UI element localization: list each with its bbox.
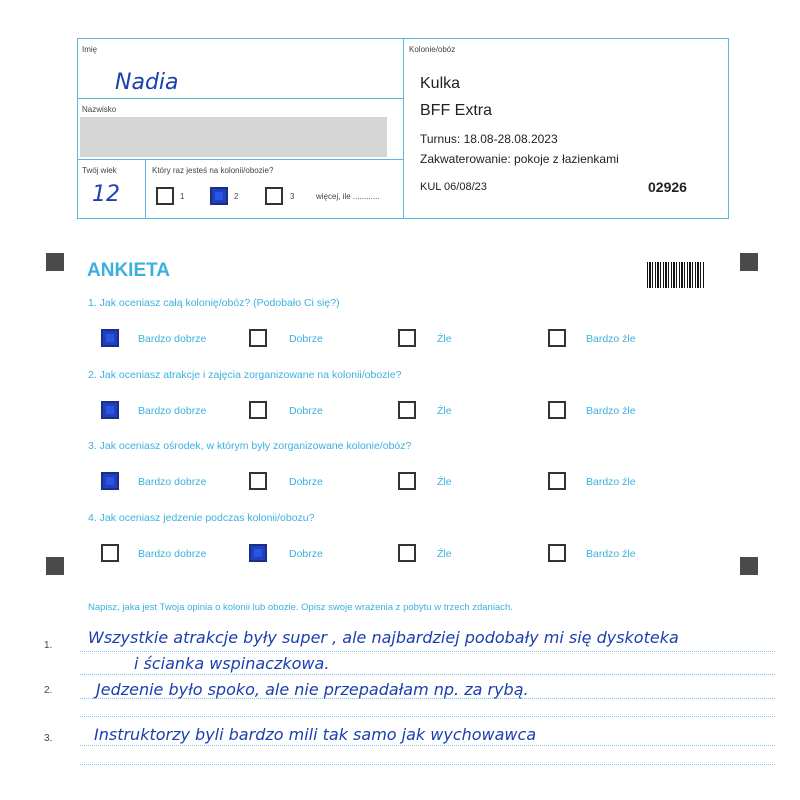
answer-line	[80, 764, 775, 765]
name-label: Imię	[82, 45, 98, 54]
answer-line	[80, 745, 775, 746]
q1-option-label: Dobrze	[289, 333, 323, 345]
surname-label: Nazwisko	[82, 105, 117, 114]
q1-option-label: Bardzo dobrze	[138, 333, 207, 345]
registration-mark	[46, 557, 64, 575]
q1-option-label: Bardzo źle	[586, 333, 636, 345]
q3-option-bardzo-dobrze-checkbox[interactable]	[101, 472, 119, 490]
survey-title: ANKIETA	[87, 260, 171, 281]
answer-1-line-a[interactable]: Wszystkie atrakcje były super , ale najbardziej podobały mi się dyskoteka	[88, 628, 679, 647]
q3-option-bardzo-zle-checkbox[interactable]	[548, 472, 566, 490]
answer-1-line-b[interactable]: i ścianka wspinaczkowa.	[134, 654, 330, 673]
times-checkbox-3[interactable]	[265, 187, 283, 205]
q3-option-label: Dobrze	[289, 476, 323, 488]
q1-option-zle-checkbox[interactable]	[398, 329, 416, 347]
q4-option-label: Bardzo źle	[586, 548, 636, 560]
q2-option-bardzo-dobrze-checkbox[interactable]	[101, 401, 119, 419]
q2-option-zle-checkbox[interactable]	[398, 401, 416, 419]
answer-line	[80, 674, 775, 675]
q3-option-dobrze-checkbox[interactable]	[249, 472, 267, 490]
camp-name: Kulka	[420, 75, 461, 92]
question-3: 3. Jak oceniasz ośrodek, w którym były zorganizowane kolonie/obóz?	[88, 440, 412, 452]
times-option-1: 1	[180, 192, 185, 201]
form-number: 02926	[648, 179, 687, 195]
question-1: 1. Jak oceniasz całą kolonię/obóz? (Podobało Ci się?)	[88, 297, 340, 309]
times-option-2: 2	[234, 192, 239, 201]
line-number-3: 3.	[44, 733, 53, 744]
age-value[interactable]: 12	[92, 182, 120, 207]
q2-option-label: Dobrze	[289, 405, 323, 417]
q3-option-label: Źle	[437, 476, 452, 488]
q4-option-zle-checkbox[interactable]	[398, 544, 416, 562]
times-option-more: więcej, ile ............	[316, 192, 380, 201]
q4-option-dobrze-checkbox[interactable]	[249, 544, 267, 562]
q2-option-dobrze-checkbox[interactable]	[249, 401, 267, 419]
opinion-prompt: Napisz, jaka jest Twoja opinia o kolonii lub obozie. Opisz swoje wrażenia z pobytu w trzech zdaniach.	[88, 602, 513, 613]
camp-code: KUL 06/08/23	[420, 181, 487, 193]
q4-option-bardzo-dobrze-checkbox[interactable]	[101, 544, 119, 562]
q1-option-dobrze-checkbox[interactable]	[249, 329, 267, 347]
registration-mark	[46, 253, 64, 271]
q3-option-label: Bardzo dobrze	[138, 476, 207, 488]
age-label: Twój wiek	[82, 166, 117, 175]
accommodation: Zakwaterowanie: pokoje z łazienkami	[420, 152, 619, 166]
question-4: 4. Jak oceniasz jedzenie podczas kolonii/obozu?	[88, 512, 315, 524]
question-2: 2. Jak oceniasz atrakcje i zajęcia zorganizowane na kolonii/obozie?	[88, 369, 402, 381]
times-checkbox-1[interactable]	[156, 187, 174, 205]
camp-label: Kolonie/obóz	[409, 45, 456, 54]
q4-option-bardzo-zle-checkbox[interactable]	[548, 544, 566, 562]
times-option-3: 3	[290, 192, 295, 201]
barcode	[647, 262, 704, 288]
answer-line	[80, 716, 775, 717]
name-value[interactable]: Nadia	[115, 70, 179, 95]
q2-option-label: Bardzo źle	[586, 405, 636, 417]
surname-redacted-field[interactable]	[80, 117, 387, 157]
q1-option-bardzo-dobrze-checkbox[interactable]	[101, 329, 119, 347]
q3-option-zle-checkbox[interactable]	[398, 472, 416, 490]
q2-option-bardzo-zle-checkbox[interactable]	[548, 401, 566, 419]
camp-program: BFF Extra	[420, 102, 493, 119]
q4-option-label: Dobrze	[289, 548, 323, 560]
q2-option-label: Źle	[437, 405, 452, 417]
registration-mark	[740, 557, 758, 575]
line-number-2: 2.	[44, 685, 53, 696]
answer-line	[80, 651, 775, 652]
turnus: Turnus: 18.08-28.08.2023	[420, 132, 558, 146]
divider-surname	[77, 159, 403, 160]
times-label: Który raz jesteś na kolonii/obozie?	[152, 166, 274, 175]
q3-option-label: Bardzo źle	[586, 476, 636, 488]
divider-age	[145, 159, 146, 219]
line-number-1: 1.	[44, 640, 53, 651]
registration-mark	[740, 253, 758, 271]
q4-option-label: Bardzo dobrze	[138, 548, 207, 560]
header-divider	[403, 38, 404, 219]
answer-2[interactable]: Jedzenie było spoko, ale nie przepadałam np. za rybą.	[96, 680, 529, 699]
q1-option-bardzo-zle-checkbox[interactable]	[548, 329, 566, 347]
q1-option-label: Źle	[437, 333, 452, 345]
answer-3[interactable]: Instruktorzy byli bardzo mili tak samo jak wychowawca	[94, 725, 537, 744]
q4-option-label: Źle	[437, 548, 452, 560]
divider-name	[77, 98, 403, 99]
times-checkbox-2[interactable]	[210, 187, 228, 205]
q2-option-label: Bardzo dobrze	[138, 405, 207, 417]
